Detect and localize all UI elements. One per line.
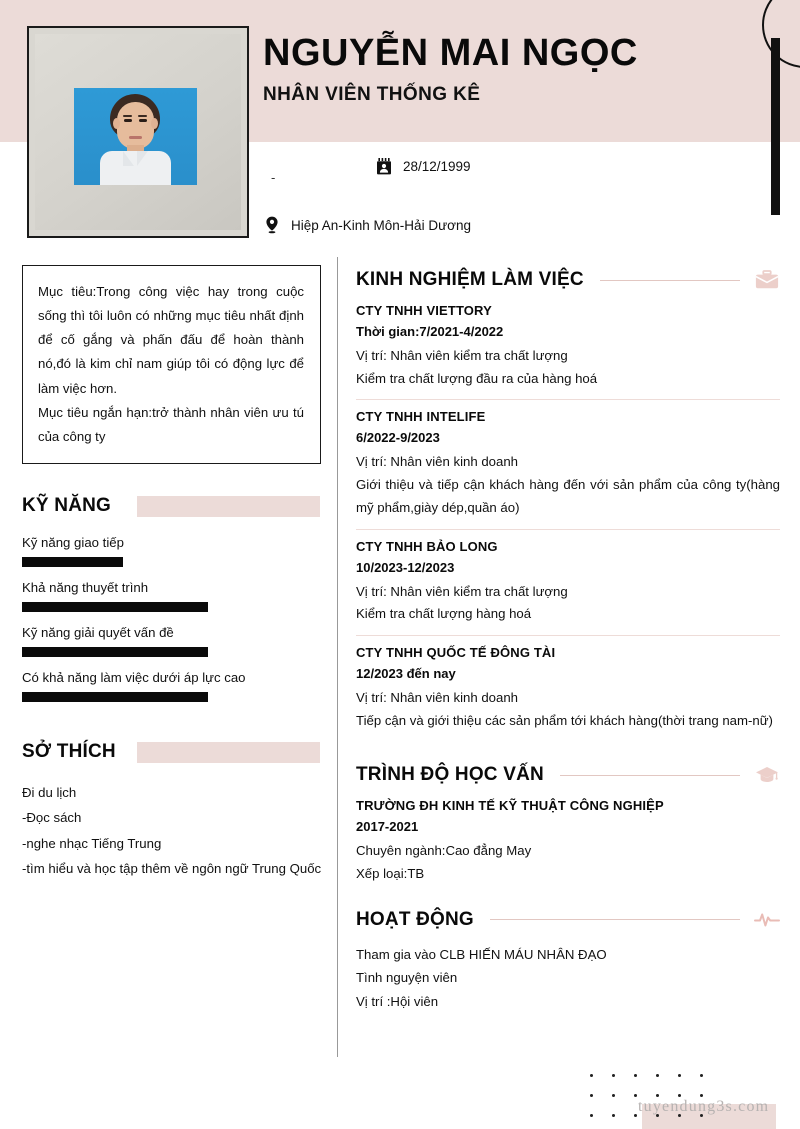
photo-face [117, 102, 154, 149]
job-detail: Vị trí: Nhân viên kinh doanh [356, 689, 519, 705]
contact-dash: - [271, 170, 276, 185]
dob-value: 28/12/1999 [403, 158, 471, 174]
company-period: Thời gian:7/2021-4/2022 [356, 324, 504, 339]
job-detail: Vị trí: Nhân viên kiểm tra chất lượng [356, 583, 568, 599]
skills-title: KỸ NĂNG [22, 494, 119, 518]
school-years: 2017-2021 [356, 819, 419, 835]
heading-rule [560, 775, 740, 776]
job-detail: Kiểm tra chất lượng hàng hoá [356, 606, 532, 622]
skill-item [22, 625, 322, 657]
heading-rule [600, 280, 740, 281]
contact-row-address [263, 216, 733, 234]
hobby-item: -nghe nhạc Tiếng Trung [22, 835, 162, 851]
hobbies-section-heading [22, 740, 322, 768]
activities-list [356, 943, 780, 1014]
skill-bar [22, 647, 208, 657]
company-period: 10/2023-12/2023 [356, 559, 455, 575]
job-title: NHÂN VIÊN THỐNG KÊ [263, 83, 481, 105]
photo-brow-right [138, 115, 147, 117]
education-detail: Chuyên ngành:Cao đẳng May [356, 843, 532, 859]
education-detail: Xếp loại:TB [356, 866, 425, 882]
photo-collar-left [123, 151, 134, 166]
heartbeat-icon [754, 908, 780, 932]
education-title: TRÌNH ĐỘ HỌC VẤN [356, 764, 544, 786]
page-title: NGUYỄN MAI NGỌC [263, 32, 638, 74]
job-detail: Giới thiệu và tiếp cận khách hàng đến với sản phẩm của công ty(hàng mỹ phẩm,giày dép,quần áo) [356, 477, 780, 515]
briefcase-icon [754, 268, 780, 292]
photo-eye-right [139, 119, 147, 122]
experience-title: KINH NGHIỆM LÀM VIỆC [356, 269, 584, 290]
skill-item [22, 670, 322, 702]
skill-bar [22, 692, 208, 702]
company-name: CTY TNHH QUỐC TẾ ĐÔNG TÀI [356, 644, 556, 660]
skill-item [22, 535, 322, 567]
skill-bar [22, 602, 208, 612]
hobby-item: Đi du lịch [22, 785, 77, 801]
profile-photo [27, 26, 249, 238]
column-divider [337, 257, 338, 1057]
watermark-text: tuyendung3s.com [638, 1098, 770, 1115]
objective-paragraph: Mục tiêu:Trong công việc hay trong cuộc sống thì tôi luôn có những mục tiêu nhất định để cố gắng và phấn đấu để hoàn thành nó,đó là kim chỉ nam giúp tôi có động lực để làm việc hơn. [38, 284, 304, 396]
skill-label: Khả năng thuyết trình [22, 580, 149, 596]
photo-shirt [100, 151, 171, 185]
experience-item [356, 529, 780, 635]
skills-section-heading [22, 494, 322, 522]
decorative-vertical-bar [771, 38, 780, 215]
job-detail: Vị trí: Nhân viên kiểm tra chất lượng [356, 348, 568, 363]
job-detail: Vị trí: Nhân viên kinh doanh [356, 454, 519, 470]
address-value: Hiệp An-Kinh Môn-Hải Dương [291, 217, 471, 233]
hobbies-title: SỞ THÍCH [22, 740, 124, 764]
company-name: CTY TNHH VIETTORY [356, 303, 492, 318]
photo-ear-left [113, 118, 120, 129]
activity-item: Tham gia vào CLB HIẾN MÁU NHÂN ĐẠO [356, 946, 607, 962]
heading-highlight-bar [137, 742, 320, 763]
education-section-heading [356, 763, 780, 787]
objective-box [22, 265, 321, 464]
activities-title: HOẠT ĐỘNG [356, 908, 474, 930]
hobby-item: -tìm hiểu và học tập thêm về ngôn ngữ Trung Quốc [22, 861, 322, 877]
objective-paragraph: Mục tiêu ngắn hạn:trở thành nhân viên ưu tú của công ty [38, 404, 304, 444]
photo-brow-left [123, 115, 132, 117]
calendar-icon [375, 157, 393, 175]
photo-collar-right [137, 151, 148, 166]
school-name: TRƯỜNG ĐH KINH TẾ KỸ THUẬT CÔNG NGHIỆP [356, 798, 664, 814]
hobbies-list [22, 780, 322, 881]
experience-item [356, 399, 780, 528]
hobby-item: -Đọc sách [22, 810, 82, 826]
skill-label: Kỹ năng giải quyết vấn đề [22, 625, 174, 641]
skill-label: Kỹ năng giao tiếp [22, 535, 124, 551]
job-detail: Kiểm tra chất lượng đầu ra của hàng hoá [356, 370, 598, 386]
header-text [263, 34, 733, 106]
skill-item [22, 580, 322, 612]
photo-eye-left [124, 119, 132, 122]
activity-item: Vị trí :Hội viên [356, 993, 439, 1009]
company-period: 6/2022-9/2023 [356, 430, 440, 446]
left-column [22, 265, 322, 881]
activity-item: Tình nguyện viên [356, 970, 458, 986]
skills-list [22, 535, 322, 702]
id-photo [74, 88, 197, 185]
contact-block [263, 152, 733, 234]
skill-bar [22, 557, 123, 567]
right-column [356, 268, 780, 1013]
photo-ear-right [151, 118, 158, 129]
company-period: 12/2023 đến nay [356, 665, 456, 681]
company-name: CTY TNHH BẢO LONG [356, 538, 498, 554]
company-name: CTY TNHH INTELIFE [356, 409, 486, 425]
job-detail: Tiếp cận và giới thiệu các sản phẩm tới khách hàng(thời trang nam-nữ) [356, 712, 773, 728]
education-item [356, 798, 780, 885]
skill-label: Có khả năng làm việc dưới áp lực cao [22, 670, 246, 686]
heading-highlight-bar [137, 496, 320, 517]
experience-section-heading [356, 268, 780, 292]
activities-section-heading [356, 908, 780, 932]
photo-mouth [129, 136, 142, 139]
contact-row-dob [375, 157, 733, 175]
location-pin-icon [263, 216, 281, 234]
graduation-cap-icon [754, 763, 780, 787]
heading-rule [490, 919, 740, 920]
experience-item [356, 303, 780, 399]
experience-list [356, 303, 780, 741]
experience-item [356, 635, 780, 741]
